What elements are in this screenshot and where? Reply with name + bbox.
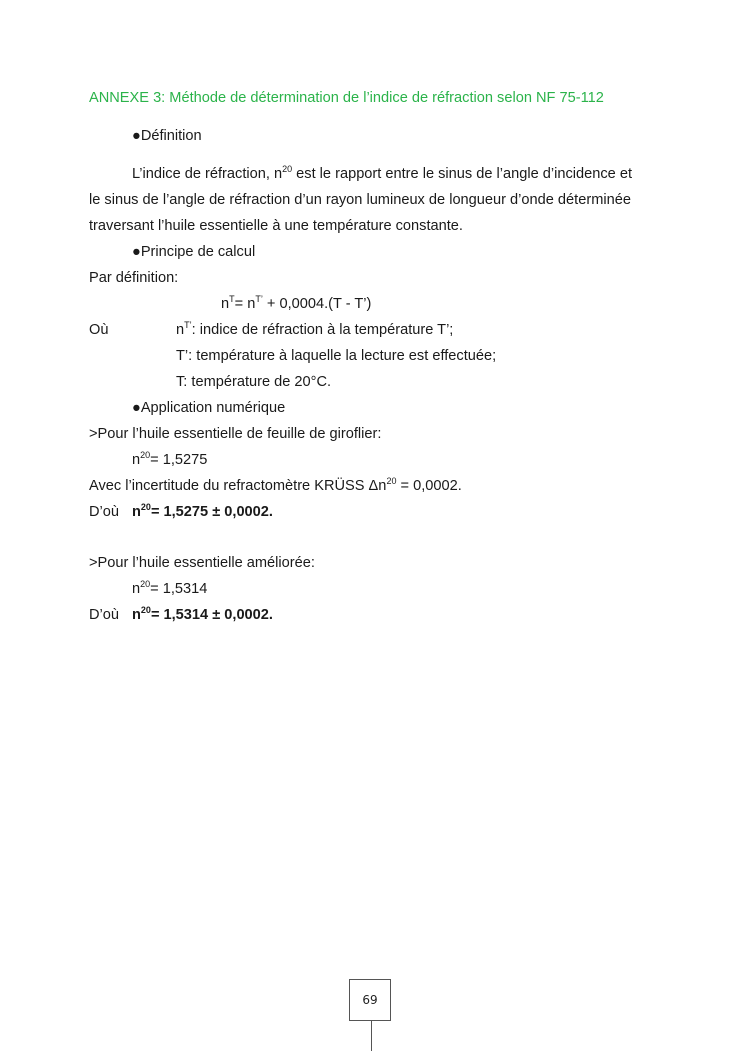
case1-title: >Pour l’huile essentielle de feuille de giroflier: xyxy=(89,426,382,442)
formula: $n^T= n^{T’} + 0,0004.(T$ - T’) xyxy=(221,294,372,312)
case2-title: >Pour l’huile essentielle améliorée: xyxy=(89,555,315,571)
definition-line-2: le sinus de l’angle de réfraction d’un rayon lumineux de longueur d’onde déterminée xyxy=(89,192,631,208)
definition-line-3: traversant l’huile essentielle à une température constante. xyxy=(89,218,463,234)
definition-heading: ●Définition xyxy=(132,128,202,144)
definition-line-1: L’indice de réfraction, $n^{20}$ est le rapport entre le sinus de l’angle d’incidence et xyxy=(132,164,633,182)
def-n-t-prime: $n^{T’}$: indice de réfraction à la température T’; xyxy=(176,320,454,338)
par-definition: Par définition: xyxy=(89,270,179,286)
principe-heading: ●Principe de calcul xyxy=(132,244,256,260)
def-t-prime: T’: température à laquelle la lecture est effectuée; xyxy=(176,348,497,364)
result2-label: D’où xyxy=(89,607,120,623)
ou-label: Où xyxy=(89,322,109,338)
result1-label: D’où xyxy=(89,504,120,520)
def-t: T: température de 20°C. xyxy=(176,374,332,390)
annex-title: ANNEXE 3: Méthode de détermination de l’indice de réfraction selon NF 75-112 xyxy=(89,90,604,106)
page-number: 69 xyxy=(362,993,378,1007)
uncertainty-line: Avec l’incertitude du refractomètre KRÜSS $\Delta n^{20} = 0,0002$. xyxy=(89,476,462,494)
page-number-stem xyxy=(371,1021,372,1051)
application-heading: ●Application numérique xyxy=(132,400,286,416)
case1-value: $n^{20}= 1,5275$ xyxy=(132,450,208,468)
result1-value: $n^{20}= 1,5275 \pm 0,0002$. xyxy=(132,502,273,520)
page-number-box xyxy=(349,979,391,1021)
result2-value: $n^{20}= 1,5314 \pm 0,0002$. xyxy=(132,605,273,623)
case2-value: $n^{20}= 1,5314$ xyxy=(132,579,208,597)
